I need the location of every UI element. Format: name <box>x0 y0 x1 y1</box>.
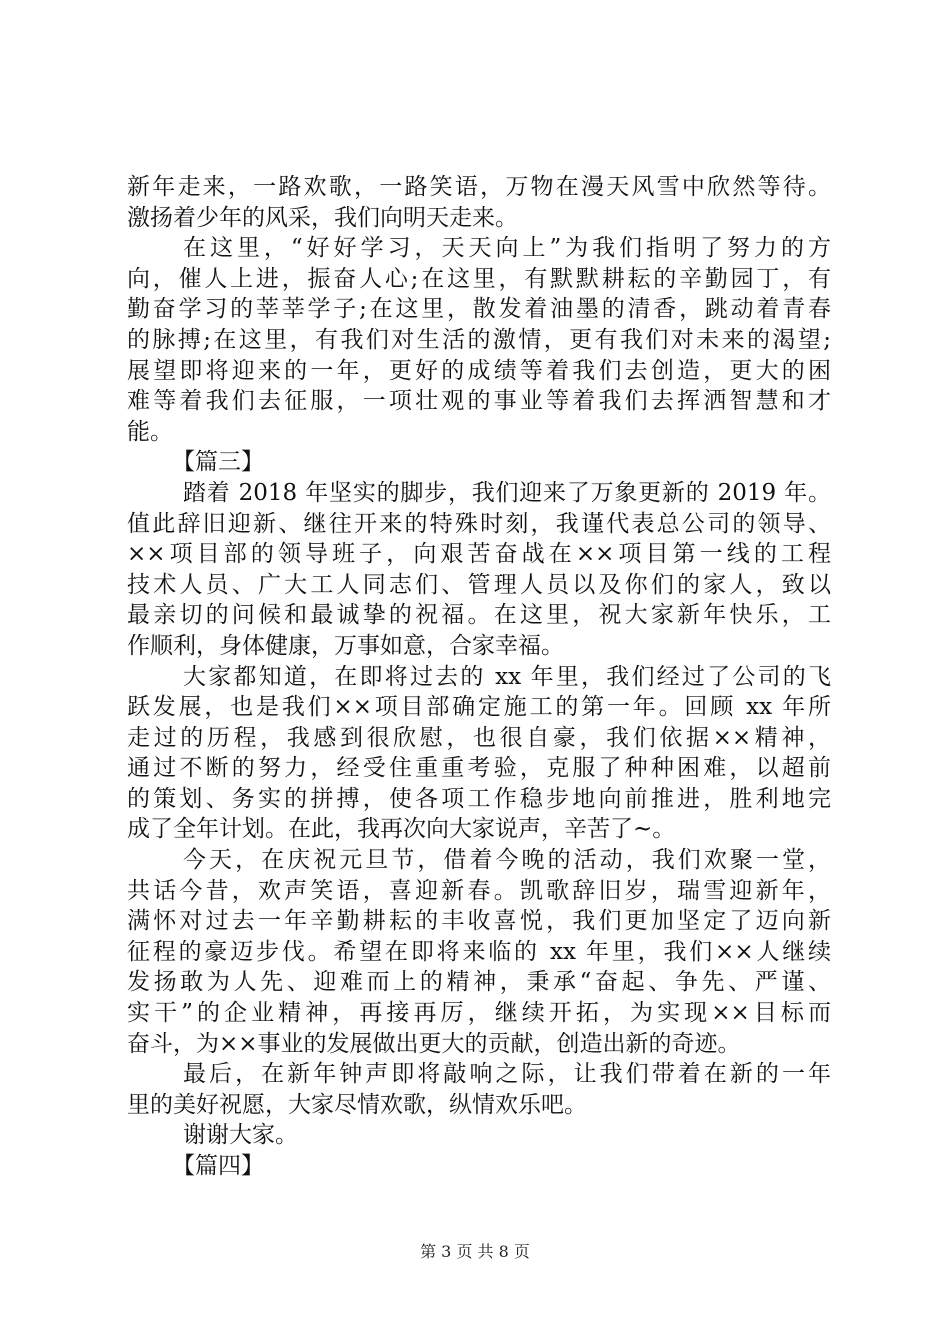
text-line: 大家都知道，在即将过去的 xx 年里，我们经过了公司的飞 <box>183 663 831 690</box>
text-line: 满怀对过去一年辛勤耕耘的丰收喜悦，我们更加坚定了迈向新 <box>127 908 831 935</box>
text-line: 今天，在庆祝元旦节，借着今晚的活动，我们欢聚一堂， <box>183 847 831 874</box>
text-line: 勤奋学习的莘莘学子;在这里，散发着油墨的清香，跳动着青春 <box>127 296 831 323</box>
text-line: 在这里，“好好学习，天天向上”为我们指明了努力的方 <box>183 235 831 262</box>
text-line: 最亲切的问候和最诚挚的祝福。在这里，祝大家新年快乐，工 <box>127 602 831 629</box>
text-line: 新年走来，一路欢歌，一路笑语，万物在漫天风雪中欣然等待。 <box>127 174 831 200</box>
text-line: 成了全年计划。在此，我再次向大家说声，辛苦了~。 <box>127 816 676 843</box>
text-line: 谢谢大家。 <box>183 1122 298 1149</box>
section-heading: 【篇三】 <box>172 449 264 476</box>
text-line: 共话今昔，欢声笑语，喜迎新春。凯歌辞旧岁，瑞雪迎新年， <box>127 877 831 904</box>
text-line: 踏着 2018 年坚实的脚步，我们迎来了万象更新的 2019 年。 <box>183 479 831 506</box>
text-line: 里的美好祝愿，大家尽情欢歌，纵情欢乐吧。 <box>127 1091 587 1118</box>
text-line: 最后，在新年钟声即将敲响之际，让我们带着在新的一年 <box>183 1061 831 1088</box>
text-line: 向，催人上进，振奋人心;在这里，有默默耕耘的辛勤园丁，有 <box>127 265 831 292</box>
section-heading: 【篇四】 <box>172 1153 264 1179</box>
page-footer: 第 3 页 共 8 页 <box>420 1242 530 1261</box>
text-line: ××项目部的领导班子，向艰苦奋战在××项目第一线的工程 <box>127 541 831 568</box>
text-line: 难等着我们去征服，一项壮观的事业等着我们去挥洒智慧和才 <box>127 388 831 415</box>
text-line: 实干”的企业精神，再接再厉，继续开拓，为实现××目标而 <box>127 1000 831 1027</box>
text-line: 作顺利，身体健康，万事如意，合家幸福。 <box>127 632 564 659</box>
text-line: 的脉搏;在这里，有我们对生活的激情，更有我们对未来的渴望; <box>127 326 831 353</box>
text-line: 的策划、务实的拼搏，使各项工作稳步地向前推进，胜利地完 <box>127 785 831 812</box>
text-line: 激扬着少年的风采，我们向明天走来。 <box>127 204 518 231</box>
text-line: 通过不断的努力，经受住重重考验，克服了种种困难，以超前 <box>127 755 831 782</box>
text-line: 跃发展，也是我们××项目部确定施工的第一年。回顾 xx 年所 <box>127 694 831 721</box>
text-line: 征程的豪迈步伐。希望在即将来临的 xx 年里，我们××人继续 <box>127 938 831 965</box>
text-line: 值此辞旧迎新、继往开来的特殊时刻，我谨代表总公司的领导、 <box>127 510 831 537</box>
text-line: 奋斗，为××事业的发展做出更大的贡献，创造出新的奇迹。 <box>127 1030 741 1057</box>
text-line: 发扬敢为人先、迎难而上的精神，秉承“奋起、争先、严谨、 <box>127 969 831 996</box>
text-line: 展望即将迎来的一年，更好的成绩等着我们去创造，更大的困 <box>127 357 831 384</box>
document-body <box>127 172 831 1182</box>
text-line: 走过的历程，我感到很欣慰，也很自豪，我们依据××精神， <box>127 724 831 751</box>
text-line: 技术人员、广大工人同志们、管理人员以及你们的家人，致以 <box>127 571 831 598</box>
text-line: 能。 <box>127 418 173 445</box>
